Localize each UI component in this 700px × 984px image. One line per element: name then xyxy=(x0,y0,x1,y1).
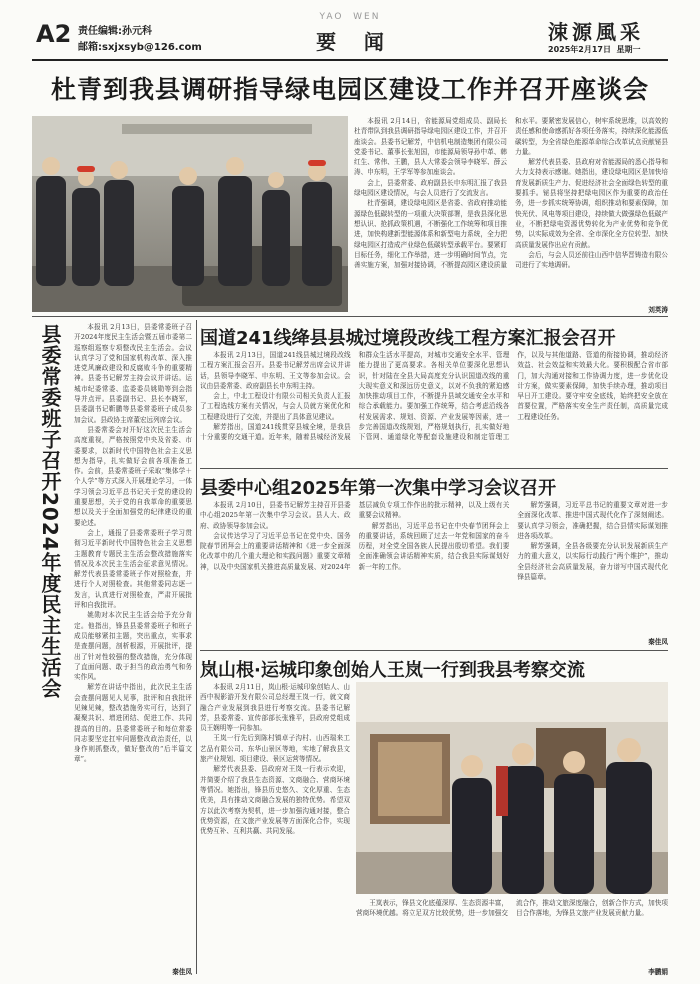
editor-name: 责任编辑:孙元科 xyxy=(78,26,152,37)
paper-name: 涑源風采 xyxy=(548,20,644,44)
side-byline: 秦佳凤 xyxy=(172,968,192,976)
article1-para: 解芳代表县委、县政府对省能源局的悉心指导和大力支持表示感谢。她指出，建设绿电园区是加快培育发展新质生产力、促进经济社会全面绿色转型的重要抓手。铋县将坚持把绿电园区作为重要的政治任务，进一步抓实统筹协调，组织推动和要素保障，加快光伏、风电等项目建设，持续做大做强绿色低碳产业，不断把绿电资源优势转化为产业优势和竞争优势，以实际成效为全省、全市深化全方位转型、加快高质量发展作出应有贡献。 xyxy=(515,158,668,249)
article3-body xyxy=(200,500,668,636)
editor-email: 邮箱:sxjxsyb@126.com xyxy=(78,42,202,53)
side-para: 会上，通报了县委常委班子学习贯彻习近平新时代中国特色社会主义思想主题教育专题民主生活会整改措施落实情况及本次民主生活会征求意见情况。解芳代表县委常委班子作对照检查，并进行个人对照检查。其他常委同志逐一发言，认真进行对照检查，严肃开展批评和自我批评。 xyxy=(74,528,192,610)
article1-body xyxy=(354,116,668,308)
article3-para: 本报讯 2月10日，县委书记解芳主持召开县委中心组2025年第一次集中学习会议。县人大、政府、政协领导参加会议。 xyxy=(200,501,351,530)
page-number: A2 xyxy=(36,20,72,48)
article4-byline: 李鹏娟 xyxy=(648,968,668,976)
article4-body-right xyxy=(356,898,668,962)
article3-headline: 县委中心组2025年第一次集中学习会议召开 xyxy=(200,478,557,499)
masthead xyxy=(0,0,700,62)
issue-date: 2025年2月17日 星期一 xyxy=(548,45,641,54)
side-body xyxy=(74,322,192,968)
article3-para: 解芳强调，全县各级要充分认识发展新质生产力的重大意义，以实际行动践行“两个维护”，推动全县经济社会高质量发展，奋力谱写中国式现代化锋县篇章。 xyxy=(517,542,668,582)
article1-para: 会后，与会人员还前往山西中信华晋铸造有限公司进行了实地调研。 xyxy=(515,250,668,270)
side-para: 本报讯 2月13日，县委常委班子召开2024年度民主生活会暨五届市委第二巡察组巡察专项整改民主生活会。会议认真学习了党和国家机构改革、深入推进党风廉政建设和反腐败斗争的重要精神。县委书记解芳主持会议并讲话。运城市纪委常委、监委委员姚勋等到会指导并点评。县委副书记、县长李晓军，县委副书记靳鹏等县委常委班子成员参加会议。县政协主席董宏远列席会议。 xyxy=(74,323,192,424)
article2-para: 会上，中北工程设计有限公司相关负责人汇报了工程选线方案有关情况，与会人员就方案优化和工程建设进行了交流，并提出了具体意见建议。 xyxy=(200,392,351,421)
divider xyxy=(200,468,668,469)
section-title: 要 闻 xyxy=(316,30,384,54)
article4-headline: 岚山根·运城印象创始人王岚一行到我县考察交流 xyxy=(200,660,585,681)
article1-photo xyxy=(32,116,348,312)
section-pinyin: YAO WEN xyxy=(319,12,381,22)
article3-para: 会议传达学习了习近平总书记在党中央、国务院春节团拜会上的重要讲话精神和《进一步全面深化改革中的几个重大理论和实践问题》重要文章精神，以及中央国家机关推进高质量发展、对2024年基层减负专项工作作出的批示精神，以及上级有关重要会议精神。 xyxy=(200,501,510,571)
article2-para: 解芳指出，国道241线贯穿县城全境，是我县十分重要的交通干道。近年来，随着县城经济发展和群众生活水平提高，对城市交通安全水平、管理能力提出了更高要求。各相关单位要深化思想认识，针对陆在全县大局高度充分认识国道改线的重大现实意义和深远历史意义，以对不负我的紧迫感加快推动项目工作，不断提升县域交通安全水平和综合承载能力。要加强工作统筹，结合考虑沿线各村发展需求、规划、资源、产业发展等因素，进一步完善国道改线规划，严格规划执行，扎实做好地下管网、通道绿化等配套设施建设和制定管理工作，以及与其他道路、管道的衔接协调，推动经济效益、社会效益和实效最大化。要积极配合省市部门，加大沟通对接和工作协调力度，进一步优化设计方案，做实要素保障，加快手续办理，推动项目早日开工建设。要守牢安全底线，始终把安全放在首要位置，严格落实安全生产责任制，高质量完成工程建设任务。 xyxy=(200,351,668,442)
article2-body xyxy=(200,350,668,464)
side-para: 解芳在讲话中指出，此次民主生活会查摆问题见人见事，批评和自我批评见辣见辣，整改措施务实可行，达到了凝聚共识、增进团结、促进工作、共同提高的目的。县委常委班子和每位常委同志要坚定扛牢问题整改政治责任，以身作则抓整改，做好整改的“后半篇文章”。 xyxy=(74,683,192,764)
article3-byline: 秦佳凤 xyxy=(648,638,668,646)
article2-para: 本报讯 2月13日，国道241线县城过境段改线工程方案汇报会召开。县委书记解芳出席会议并讲话，县领导李晓军、申东明、王文等参加会议。会议由县委常委、政府副县长申东明主持。 xyxy=(200,351,351,390)
article3-para: 解芳强调，习近平总书记的重要文章对进一步全面深化改革、推进中国式现代化作了深刻阐述。要认真学习领会，准确把握，结合县情实际谋划推进各项改革。 xyxy=(517,501,668,540)
article1-para: 会上，县委常委、政府副县长申东明汇报了我县绿电园区建设情况，与会人员进行了交流发言。 xyxy=(354,178,507,198)
divider xyxy=(200,650,668,651)
article4-para: 王岚一行先后到陈村镇卓子沟村、山西瑞来工艺品有限公司、东华山景区等地，实地了解我县文旅产业规划、项目建设、景区运营等情况。 xyxy=(200,734,350,764)
article1-headline: 杜青到我县调研指导绿电园区建设工作并召开座谈会 xyxy=(50,75,649,104)
masthead-rule xyxy=(32,59,668,61)
article4-para: 解芳代表县委、县政府对王岚一行表示欢迎，并简要介绍了我县生态资源、文商融合、营商环境等情况。她指出，锋县历史悠久、文化厚重、生态优美，具有推动文商融合发展的独特优势。希望双方以此次考察为契机，进一步加强沟通对接，整合优势资源，在文旅产业发展等方面深化合作，实现优势互补、互利共赢、共同发展。 xyxy=(200,765,350,836)
article1-byline: 刘英涛 xyxy=(648,306,668,314)
article2-headline: 国道241线绛县县城过境段改线工程方案汇报会召开 xyxy=(200,328,616,349)
article4-photo xyxy=(356,682,668,894)
article4-body-left xyxy=(200,682,350,966)
column-divider xyxy=(196,320,197,974)
divider xyxy=(32,316,668,317)
exhibition-visit-photo xyxy=(356,682,668,894)
side-para: 姚勋对本次民主生活会给予充分肯定。他指出，锋县县委常委班子和班子成员能够紧扣主题，突出重点，实事求是查摆问题，剖析根源，开展批评，提出了针对性较强的整改措施，充分体现了直面问题、敢于担当的政治勇气和务实作风。 xyxy=(74,611,192,682)
side-headline: 县委常委班子召开2024年度民主生活会 xyxy=(38,324,62,699)
article3-para: 解芳指出，习近平总书记在中央春节团拜会上的重要讲话，系统回顾了过去一年党和国家的奋斗历程，对全党全国各族人民提出殷切希望。我们要全面准确领会讲话精神实质，结合我县实际谋划好新一年的工作。 xyxy=(358,521,510,571)
article1-para: 杜青强调，建设绿电园区是省委、省政府推动能源绿色低碳转型的一项重大决策部署，是我县深化思想认识、抢抓政策机遇，不断强化工作统筹和项目推进，加快构建新型能源体系和新型电力系统，全力把绿电园区打造成产业绿色低碳转型承载平台。要紧盯目标任务，细化工作举措，进一步明确时间节点，完善实施方案，加强对接协调，不断提高园区建设质量和水平。要紧密发展信心，树牢系统思维，以高效的责任感和使命感抓好各项任务落实，持续深化能源低碳转型，为全省绿色能源革命综合改革试点贡献铋县力量。 xyxy=(354,117,668,270)
article1-para: 本报讯 2月14日，省能源局党组成员、副局长杜青带队到我县调研指导绿电园区建设工作，并召开座谈会。县委书记解芳，中信机电制造集团有限公司党委书记、董事长张旭国，市能源局领导孙中革、韩红生、常伟、王鹏，县人大常委会领导李晓军、薛云涛、申东明，王学军等参加座谈会。 xyxy=(354,117,507,177)
article4-para: 本报讯 2月11日，岚山根·运城印象创始人、山西中视影游开发有限公司总经理王岚一行，就文商融合产业发展到我县进行考察交流。县委书记解芳，县委常委、宣传部部长张雅平，县政府党组成员王娴明等一同参加。 xyxy=(200,683,350,733)
article4-para: 王岚表示，锋县文化底蕴深厚、生态资源丰富，营商环境优越。将立足双方比较优势，进一步加强交流合作，推动文旅深度融合，创新合作方式，加快项目合作落地，为锋县文旅产业发展贡献力量。 xyxy=(356,899,668,918)
factory-visit-photo xyxy=(32,116,348,312)
side-para: 县委常委会对开好这次民主生活会高度重视，严格按照党中央及省委、市委要求，以新时代中国特色社会主义思想为指导，扎实做好会前各项准备工作。会前，县委常委班子采取“集体学＋个人学”等方式深入开展理论学习，一体学习领会习近平总书记关于党的建设的重要思想，关于党的自我革命的重要思想以及关于全面加强党的纪律建设的重要论述。 xyxy=(74,425,192,527)
